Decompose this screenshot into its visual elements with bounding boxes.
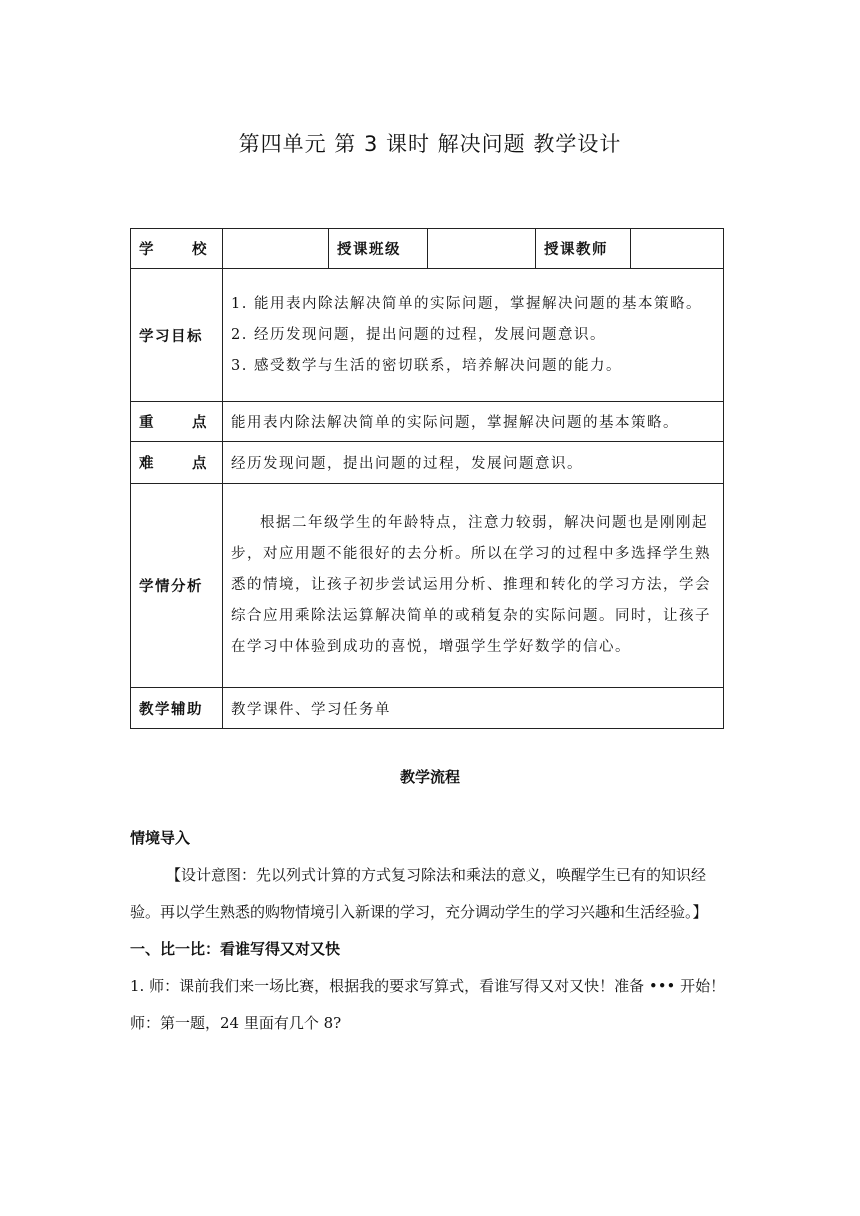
difficult-label-a: 难 [139, 456, 155, 472]
design-intent-paragraph: 【设计意图：先以列式计算的方式复习除法和乘法的意义，唤醒学生已有的知识经验。再以学生熟悉的购物情境引入新课的学习，充分调动学生的学习兴趣和生活经验。】 [130, 866, 708, 921]
header-row [131, 229, 724, 269]
school-value-cell [223, 229, 329, 269]
section-heading: 情境导入 [130, 829, 191, 847]
activity-heading: 一、比一比：看谁写得又对又快 [130, 940, 341, 958]
lesson-body [130, 820, 730, 1042]
analysis-cell [223, 484, 724, 688]
teacher-value-cell [631, 229, 724, 269]
school-label-a: 学 [139, 242, 155, 258]
flow-heading: 教学流程 [399, 768, 460, 786]
key-label-a: 重 [139, 415, 155, 431]
key-point-label-cell [131, 402, 223, 442]
class-value-cell [428, 229, 536, 269]
analysis-row [131, 484, 724, 688]
goal-item: 2. 经历发现问题，提出问题的过程，发展问题意识。 [231, 326, 606, 343]
key-point-text: 能用表内除法解决简单的实际问题，掌握解决问题的基本策略。 [223, 402, 724, 442]
aids-row [131, 688, 724, 729]
difficult-label-b: 点 [192, 456, 208, 472]
difficult-point-text: 经历发现问题，提出问题的过程，发展问题意识。 [223, 442, 724, 484]
page-title: 第四单元 第 3 课时 解决问题 教学设计 [238, 132, 622, 156]
aids-text: 教学课件、学习任务单 [223, 688, 724, 729]
key-label-b: 点 [192, 415, 208, 431]
lesson-info-table [130, 228, 724, 729]
goal-item: 3. 感受数学与生活的密切联系，培养解决问题的能力。 [231, 357, 622, 374]
goals-cell [223, 269, 724, 402]
analysis-text: 根据二年级学生的年龄特点，注意力较弱，解决问题也是刚刚起步，对应用题不能很好的去分析。所以在学习的过程中多选择学生熟悉的情境，让孩子初步尝试运用分析、推理和转化的学习方法，学会综合应用乘除法运算解决简单的或稍复杂的实际问题。同时，让孩子在学习中体验到成功的喜悦，增强学生学好数学的信心。 [231, 515, 711, 655]
difficult-point-label-cell [131, 442, 223, 484]
teacher-question: 师：第一题，24 里面有几个 8? [130, 1014, 342, 1032]
difficult-point-row [131, 442, 724, 484]
goal-item: 1. 能用表内除法解决简单的实际问题，掌握解决问题的基本策略。 [231, 295, 702, 312]
school-label-b: 校 [192, 242, 208, 258]
goals-row [131, 269, 724, 402]
school-label-cell [131, 229, 223, 269]
teacher-instruction: 1. 师：课前我们来一场比赛，根据我的要求写算式，看谁写得又对又快！准备 ••• 开始！ [130, 977, 726, 995]
class-label: 授课班级 [329, 229, 428, 269]
goals-label: 学习目标 [131, 269, 223, 402]
key-point-row [131, 402, 724, 442]
analysis-label: 学情分析 [131, 484, 223, 688]
aids-label: 教学辅助 [131, 688, 223, 729]
teacher-label: 授课教师 [536, 229, 631, 269]
